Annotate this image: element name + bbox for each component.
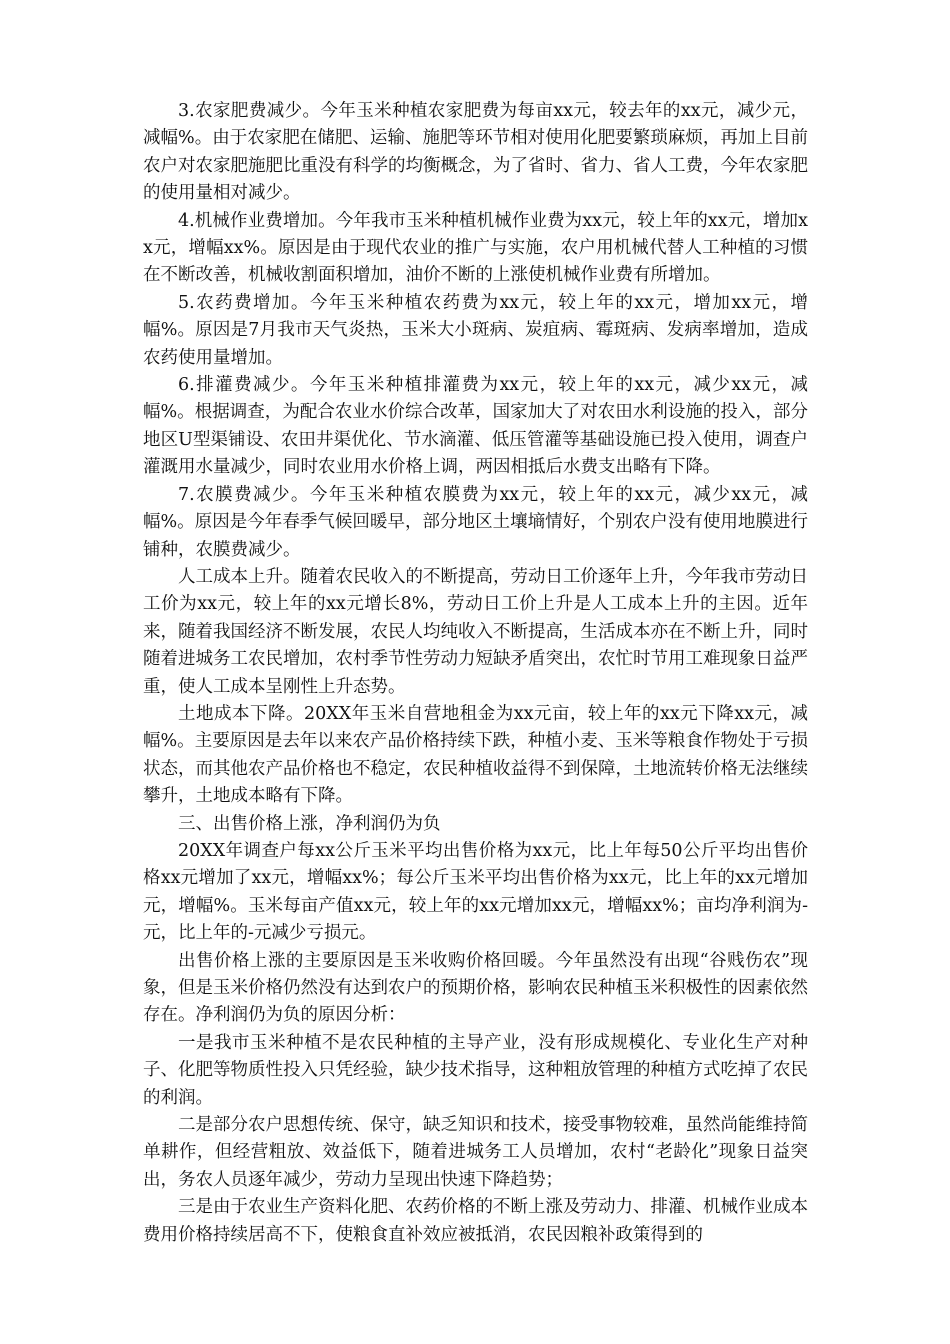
paragraph-sale-price-data: 20XX年调查户每xx公斤玉米平均出售价格为xx元，比上年每50公斤平均出售价格xx元增加了xx元，增幅xx%；每公斤玉米平均出售价格为xx元，比上年的xx元增加元，增幅%。玉米每亩产值xx元，较上年的xx元增加xx元，增幅xx%；亩均净利润为-元，比上年的-元减少亏损元。 (143, 840, 808, 944)
paragraph-farm-manure-cost: 3.农家肥费减少。今年玉米种植农家肥费为每亩xx元，较去年的xx元，减少元，减幅%。由于农家肥在储肥、运输、施肥等环节相对使用化肥要繁琐麻烦，再加上目前农户对农家肥施肥比重没有科学的均衡概念，为了省时、省力、省人工费，今年农家肥的使用量相对减少。 (143, 101, 808, 204)
paragraph-reason-two: 二是部分农户思想传统、保守，缺乏知识和技术，接受事物较难，虽然尚能维持简单耕作，但经营粗放、效益低下，随着进城务工人员增加，农村“老龄化”现象日益突出，务农人员逐年减少，劳动力呈现出快速下降趋势； (143, 1115, 808, 1190)
document-page (143, 98, 808, 1249)
paragraph-reason-three: 三是由于农业生产资料化肥、农药价格的不断上涨及劳动力、排灌、机械作业成本费用价格持续居高不下，使粮食直补效应被抵消，农民因粮补政策得到的 (143, 1197, 808, 1245)
paragraph-pesticide-cost: 5.农药费增加。今年玉米种植农药费为xx元，较上年的xx元，增加xx元，增幅%。原因是7月我市天气炎热，玉米大小斑病、炭疽病、霉斑病、发病率增加，造成农药使用量增加。 (143, 292, 808, 368)
paragraph-price-reason: 出售价格上涨的主要原因是玉米收购价格回暖。今年虽然没有出现“谷贱伤农”现象，但是玉米价格仍然没有达到农户的预期价格，影响农民种植玉米积极性的因素依然存在。净利润仍为负的原因分析： (143, 950, 808, 1026)
paragraph-film-cost: 7.农膜费减少。今年玉米种植农膜费为xx元，较上年的xx元，减少xx元，减幅%。原因是今年春季气候回暖早，部分地区土壤墒情好，个别农户没有使用地膜进行铺种，农膜费减少。 (143, 484, 808, 560)
paragraph-land-cost: 土地成本下降。20XX年玉米自营地租金为xx元亩，较上年的xx元下降xx元，减幅%。主要原因是去年以来农产品价格持续下跌，种植小麦、玉米等粮食作物处于亏损状态，而其他农产品价格也不稳定，农民种植收益得不到保障，土地流转价格无法继续攀升，土地成本略有下降。 (143, 703, 808, 807)
paragraph-machinery-cost: 4.机械作业费增加。今年我市玉米种植机械作业费为xx元，较上年的xx元，增加xx元，增幅xx%。原因是由于现代农业的推广与实施，农户用机械代替人工种植的习惯在不断改善，机械收割面积增加，油价不断的上涨使机械作业费有所增加。 (143, 210, 808, 286)
section-heading-sale-price: 三、出售价格上涨，净利润仍为负 (178, 813, 441, 834)
paragraph-reason-one: 一是我市玉米种植不是农民种植的主导产业，没有形成规模化、专业化生产对种子、化肥等物质性投入只凭经验，缺少技术指导，这种粗放管理的种植方式吃掉了农民的利润。 (143, 1032, 808, 1108)
paragraph-labor-cost: 人工成本上升。随着农民收入的不断提高，劳动日工价逐年上升，今年我市劳动日工价为xx元，较上年的xx元增长8%，劳动日工价上升是人工成本上升的主因。近年来，随着我国经济不断发展，农民人均纯收入不断提高，生活成本亦在不断上升，同时随着进城务工农民增加，农村季节性劳动力短缺矛盾突出，农忙时节用工难现象日益严重，使人工成本呈刚性上升态势。 (143, 566, 808, 697)
paragraph-irrigation-cost: 6.排灌费减少。今年玉米种植排灌费为xx元，较上年的xx元，减少xx元，减幅%。根据调查，为配合农业水价综合改革，国家加大了对农田水利设施的投入，部分地区U型渠铺设、农田井渠优化、节水滴灌、低压管灌等基础设施已投入使用，调查户灌溉用水量减少，同时农业用水价格上调，两因相抵后水费支出略有下降。 (143, 375, 808, 478)
